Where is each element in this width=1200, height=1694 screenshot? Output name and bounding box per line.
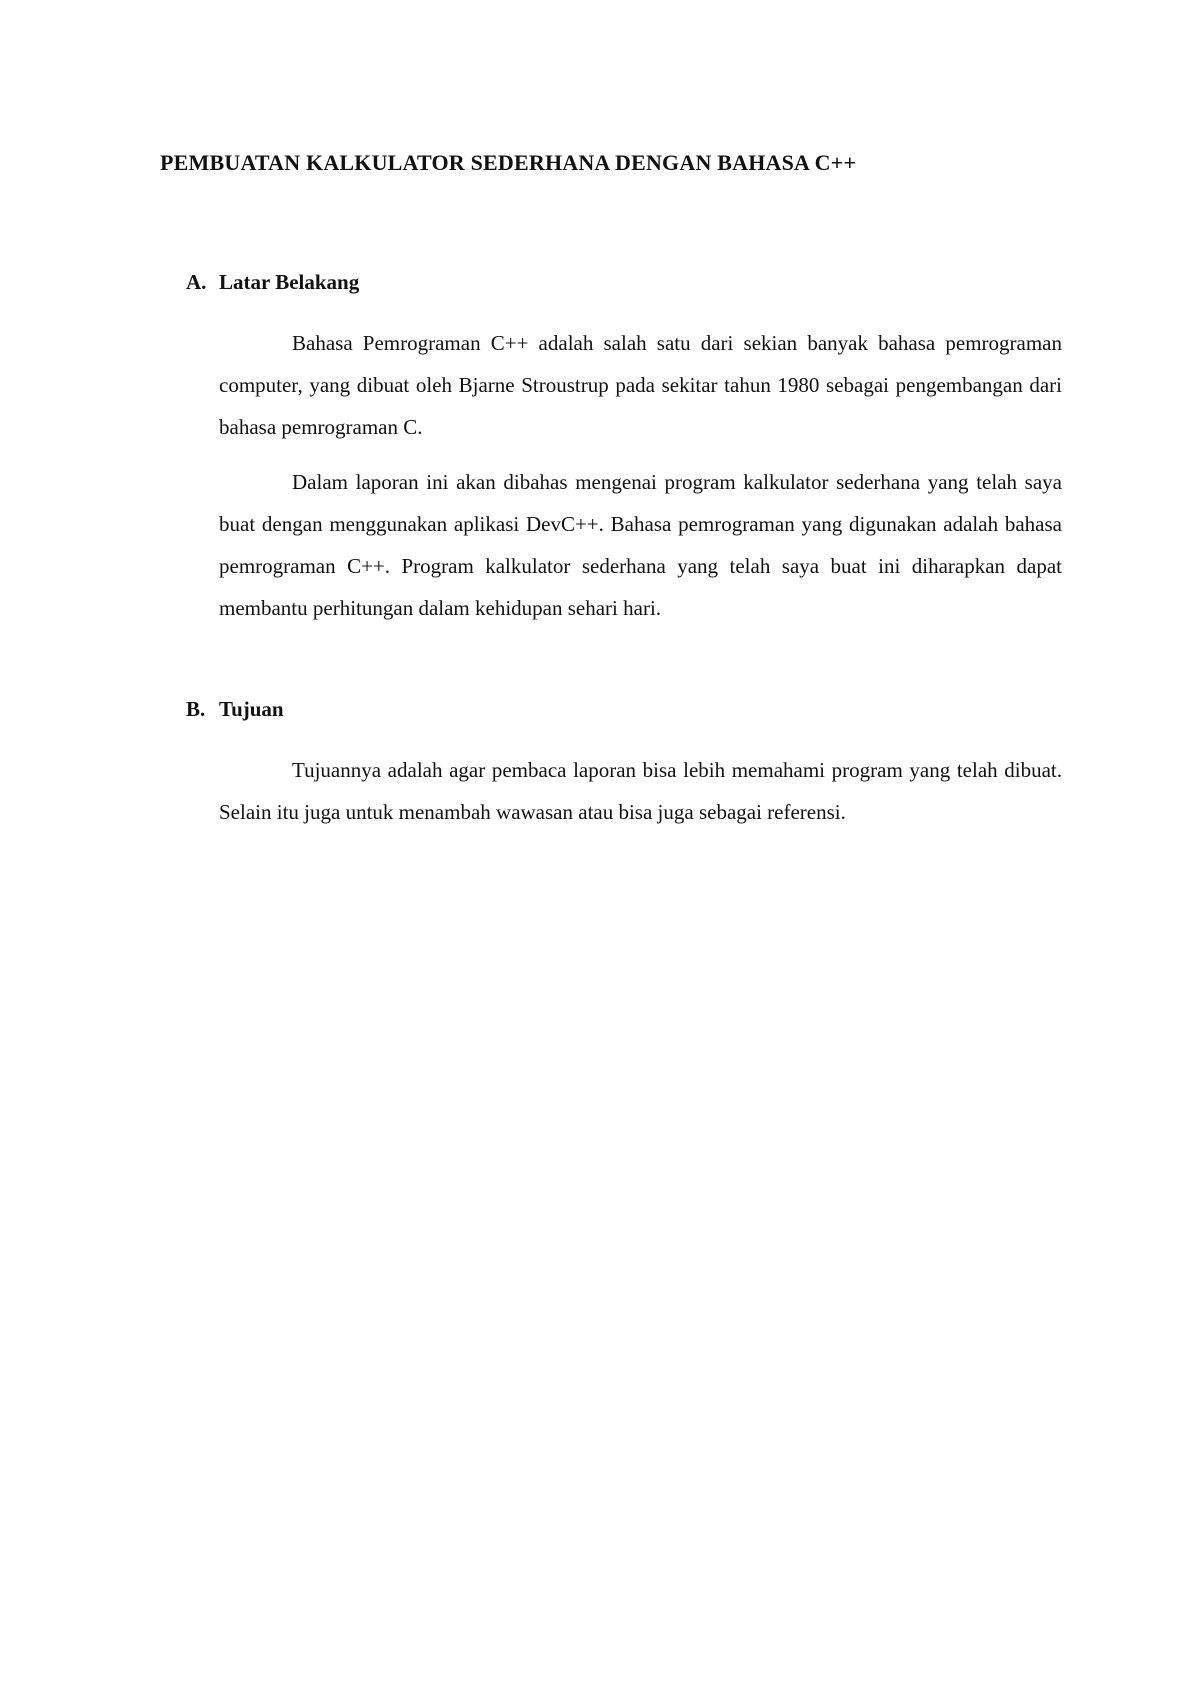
- section-heading: [186, 270, 1066, 300]
- section-heading: [186, 697, 1066, 727]
- paragraph: Tujuannya adalah agar pembaca laporan bisa lebih memahami program yang telah dibuat. Selain itu juga untuk menambah wawasan atau bisa juga sebagai referensi.: [219, 758, 1062, 824]
- section-heading-text: Latar Belakang: [219, 270, 360, 294]
- section-tujuan: [186, 697, 1066, 833]
- document-title: PEMBUATAN KALKULATOR SEDERHANA DENGAN BAHASA C++: [160, 150, 857, 175]
- paragraph: Dalam laporan ini akan dibahas mengenai program kalkulator sederhana yang telah saya buat dengan menggunakan aplikasi DevC++. Bahasa pemrograman yang digunakan adalah bahasa pemrograman C++. Program kalkulator sederhana yang telah saya buat ini diharapkan dapat membantu perhitungan dalam kehidupan sehari hari.: [219, 470, 1062, 620]
- section-heading-text: Tujuan: [219, 697, 284, 721]
- section-letter: A.: [186, 270, 207, 294]
- paragraph: Bahasa Pemrograman C++ adalah salah satu dari sekian banyak bahasa pemrograman computer, yang dibuat oleh Bjarne Stroustrup pada sekitar tahun 1980 sebagai pengembangan dari bahasa pemrograman C.: [219, 331, 1062, 439]
- section-latar-belakang: [186, 270, 1066, 629]
- section-letter: B.: [186, 697, 206, 721]
